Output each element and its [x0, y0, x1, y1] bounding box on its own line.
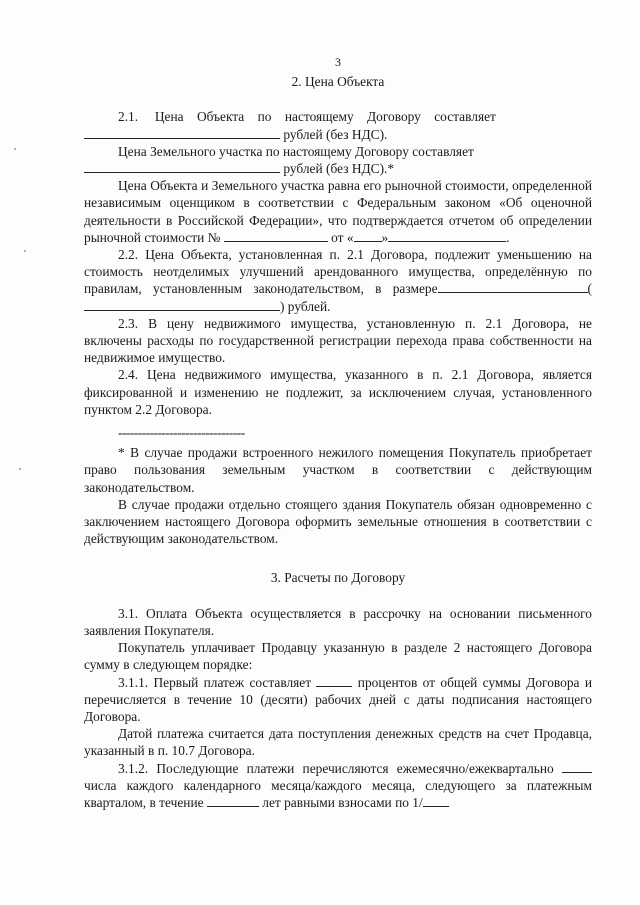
clause-3-1-1-payment-date: Датой платежа считается дата поступления денежных средств на счет Продавца, указанный в п. 10.7 Договора.: [84, 726, 592, 759]
clause-3-1: 3.1. Оплата Объекта осуществляется в рассрочку на основании письменного заявления Покупателя.: [84, 605, 592, 638]
scan-speck: [14, 148, 16, 150]
footnote-separator: --------------------------------: [118, 425, 245, 441]
blank-payment-day[interactable]: [562, 760, 592, 773]
blank-first-payment-percent[interactable]: [316, 674, 352, 687]
blank-years[interactable]: [207, 794, 259, 807]
footnote-standalone-building: В случае продажи отдельно стоящего здания Покупатель обязан одновременно с заключением настоящего Договора оформить земельные отношения в соответствии с действующим законодательством.: [84, 496, 592, 547]
clause-2-3: 2.3. В цену недвижимого имущества, установленную п. 2.1 Договора, не включены расходы по государственной регистрации перехода права собственности на недвижимое имущество.: [84, 315, 592, 366]
blank-improvements-amount[interactable]: [438, 280, 588, 293]
blank-object-price[interactable]: [84, 126, 280, 139]
scan-speck: [19, 468, 21, 470]
blank-fraction[interactable]: [423, 794, 449, 807]
blank-improvements-words[interactable]: [84, 298, 280, 311]
clause-2-1-land-price-amount: рублей (без НДС).*: [84, 160, 592, 177]
clause-3-1-2: 3.1.2. Последующие платежи перечисляются ежемесячно/ежеквартально числа каждого календарного месяца/каждого месяца, следующего за платежным кварталом, в течение лет равными взносами по 1/: [84, 760, 592, 810]
page-number: 3: [335, 55, 341, 69]
blank-report-number[interactable]: [224, 229, 328, 242]
blank-report-day[interactable]: [354, 229, 382, 242]
document-body: [84, 54, 592, 811]
clause-2-1-market-value: Цена Объекта и Земельного участка равна его рыночной стоимости, определенной независимым оценщиком в соответствии с Федеральным законом «Об оценочной деятельности в Российской Федерации», что подтверждается отчетом об определении рыночной стоимости № от « » .: [84, 178, 592, 245]
clause-2-1-object-price: 2.1. Цена Объекта по настоящему Договору составляет: [118, 109, 496, 125]
footnote-built-in-premises: * В случае продажи встроенного нежилого помещения Покупатель приобретает право пользования земельным участком в соответствии с действующим законодательством.: [84, 445, 592, 495]
scan-speck: [24, 250, 26, 252]
clause-2-1-land-price: Цена Земельного участка по настоящему Договору составляет: [118, 143, 474, 159]
clause-3-1-order: Покупатель уплачивает Продавцу указанную в разделе 2 настоящего Договора сумму в следующем порядке:: [84, 640, 592, 673]
clause-3-1-1: 3.1.1. Первый платеж составляет процентов от общей суммы Договора и перечисляется в течение 10 (десяти) рабочих дней с даты подписания настоящего Договора.: [84, 674, 592, 724]
blank-land-price[interactable]: [84, 160, 280, 173]
section-3-title: 3. Расчеты по Договору: [270, 570, 406, 586]
clause-2-1-object-price-amount: рублей (без НДС).: [84, 126, 592, 143]
clause-2-2: 2.2. Цена Объекта, установленная п. 2.1 Договора, подлежит уменьшению на стоимость неотделимых улучшений арендованного имущества, определённую по правилам, установленным законодательством, в размере () рублей.: [84, 247, 592, 314]
clause-2-4: 2.4. Цена недвижимого имущества, указанного в п. 2.1 Договора, является фиксированной и изменению не подлежит, за исключением случая, установленного пунктом 2.2 Договора.: [84, 367, 592, 417]
blank-report-month[interactable]: [388, 229, 506, 242]
section-2-title: 2. Цена Объекта: [291, 74, 385, 90]
